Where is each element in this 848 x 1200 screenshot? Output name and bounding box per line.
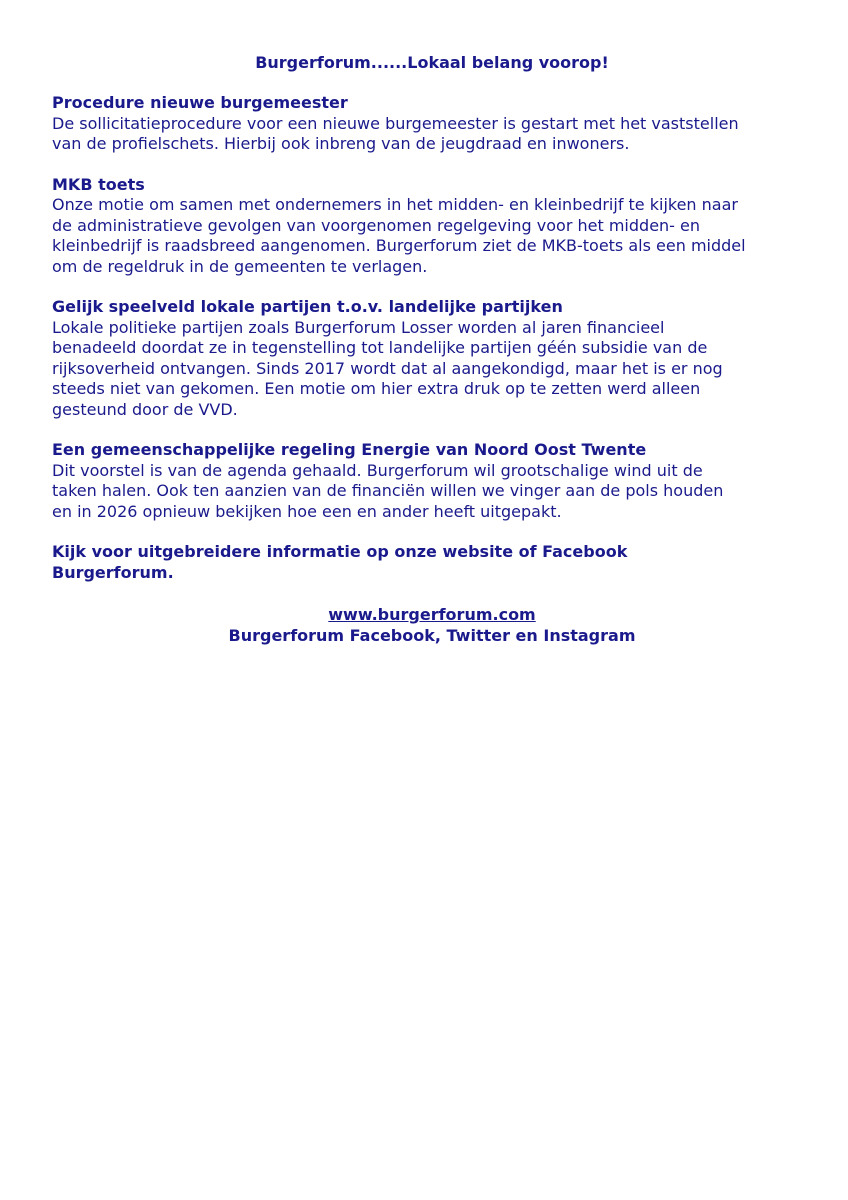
footer-note: Kijk voor uitgebreidere informatie op onze website of Facebook Burgerforum. — [52, 542, 628, 582]
section-heading: Gelijk speelveld lokale partijen t.o.v. landelijke partijken — [52, 297, 563, 316]
section-body: Dit voorstel is van de agenda gehaald. Burgerforum wil grootschalige wind uit de taken halen. Ook ten aanzien van de financiën willen we vinger aan de pols houden en in 2026 opnieuw bekijken hoe een en ander heeft uitgepakt. — [52, 460, 724, 521]
section-burgemeester — [52, 93, 812, 155]
social-line: Burgerforum Facebook, Twitter en Instagram — [228, 626, 636, 645]
links-block — [52, 604, 812, 646]
section-body: De sollicitatieprocedure voor een nieuwe burgemeester is gestart met het vaststellen van de profielschets. Hierbij ook inbreng van de jeugdraad en inwoners. — [52, 113, 739, 153]
section-gelijk-speelveld — [52, 297, 812, 420]
section-heading: Procedure nieuwe burgemeester — [52, 93, 348, 112]
section-heading: MKB toets — [52, 174, 145, 194]
section-heading: Een gemeenschappelijke regeling Energie van Noord Oost Twente — [52, 440, 647, 459]
section-mkb-toets — [52, 175, 812, 278]
document-page — [52, 52, 812, 646]
section-energie — [52, 440, 812, 522]
website-link[interactable]: www.burgerforum.com — [328, 605, 536, 624]
page-title: Burgerforum......Lokaal belang voorop! — [255, 53, 609, 72]
section-body: Lokale politieke partijen zoals Burgerforum Losser worden al jaren financieel benadeeld doordat ze in tegenstelling tot landelijke partijen géén subsidie van de rijksoverheid ontvangen. Sinds 2017 wordt dat al aangekondigd, maar het is er nog steeds niet van gekomen. Een motie om hier extra druk op te zetten werd alleen gesteund door de VVD. — [52, 317, 723, 419]
section-body: Onze motie om samen met ondernemers in het midden- en kleinbedrijf te kijken naar de administratieve gevolgen van voorgenomen regelgeving voor het midden- en kleinbedrijf is raadsbreed aangenomen. Burgerforum ziet de MKB-toets als een middel om de regeldruk in de gemeenten te verlagen. — [52, 195, 746, 276]
